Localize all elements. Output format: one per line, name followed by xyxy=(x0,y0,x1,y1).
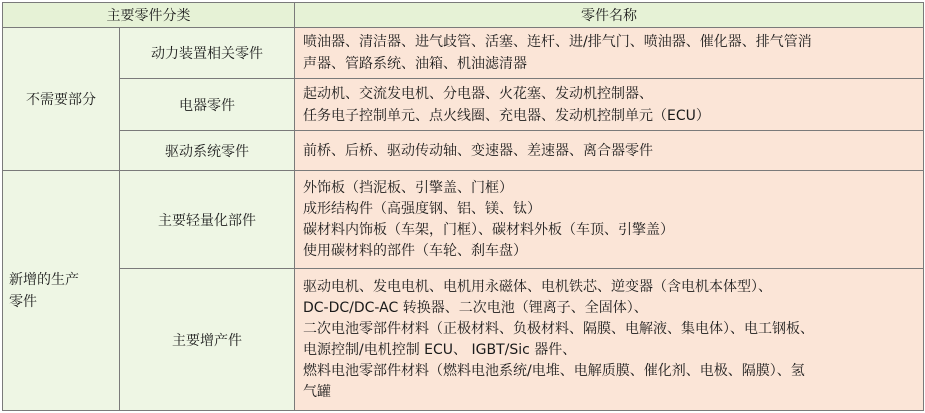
part-names-line: 喷油器、清洁器、进气歧管、活塞、连杆、进/排气门、喷油器、催化器、排气管消 xyxy=(303,34,812,50)
part-names-line: 前桥、后桥、驱动传动轴、变速器、差速器、离合器零件 xyxy=(303,142,653,159)
subcategory-cell: 动力装置相关零件 xyxy=(120,28,295,79)
header-part-names: 零件名称 xyxy=(295,3,924,28)
parts-classification-table xyxy=(2,2,924,411)
category-label-line: 零件 xyxy=(9,293,37,310)
part-names-line: 燃料电池零部件材料（燃料电池系统/电堆、电解质膜、催化剂、电极、隔膜）、氢 xyxy=(303,362,805,379)
part-names-line: 电源控制/电机控制 ECU、 IGBT/Sic 器件、 xyxy=(303,341,577,358)
table-row xyxy=(3,269,924,411)
header-category: 主要零件分类 xyxy=(3,3,295,28)
part-names-line: 起动机、交流发电机、分电器、火花塞、发动机控制器、 xyxy=(303,85,653,102)
part-names-line: 成形结构件（高强度钢、铝、镁、钛） xyxy=(303,200,541,217)
part-names-line: 气罐 xyxy=(303,383,331,400)
part-names-cell xyxy=(295,171,924,269)
part-names-line: 声器、管路系统、油箱、机油滤清器 xyxy=(303,56,527,72)
part-names-cell xyxy=(295,269,924,411)
part-names-line: 驱动电机、发电电机、电机用永磁体、电机铁芯、逆变器（含电机本体型）、 xyxy=(303,278,772,295)
part-names-line: 任务电子控制单元、点火线圈、充电器、发动机控制单元（ECU） xyxy=(303,107,710,124)
part-names-cell xyxy=(295,131,924,171)
table-row xyxy=(3,131,924,171)
parts-classification-table-container xyxy=(2,2,923,411)
category-label-line: 新增的生产 xyxy=(9,271,79,288)
part-names-cell xyxy=(295,79,924,131)
part-names-line: 使用碳材料的部件（车轮、刹车盘） xyxy=(303,242,527,259)
subcategory-cell: 驱动系统零件 xyxy=(120,131,295,171)
table-row xyxy=(3,171,924,269)
subcategory-cell: 电器零件 xyxy=(120,79,295,131)
category-cell-new-production xyxy=(3,171,120,411)
part-names-line: 碳材料内饰板（车架，门框）、碳材料外板（车顶、引擎盖） xyxy=(303,221,674,238)
part-names-line: 外饰板（挡泥板、引擎盖、门框） xyxy=(303,179,513,196)
subcategory-cell: 主要轻量化部件 xyxy=(120,171,295,269)
table-header-row xyxy=(3,3,924,28)
part-names-line: 二次电池零部件材料（正极材料、负极材料、隔膜、电解液、集电体）、电工钢板、 xyxy=(303,320,814,337)
part-names-line: DC-DC/DC-AC 转换器、二次电池（锂离子、全固体）、 xyxy=(303,299,648,316)
subcategory-cell: 主要增产件 xyxy=(120,269,295,411)
category-label: 不需要部分 xyxy=(26,92,96,108)
table-row xyxy=(3,28,924,79)
part-names-cell xyxy=(295,28,924,79)
table-row xyxy=(3,79,924,131)
category-cell-unneeded xyxy=(3,28,120,171)
